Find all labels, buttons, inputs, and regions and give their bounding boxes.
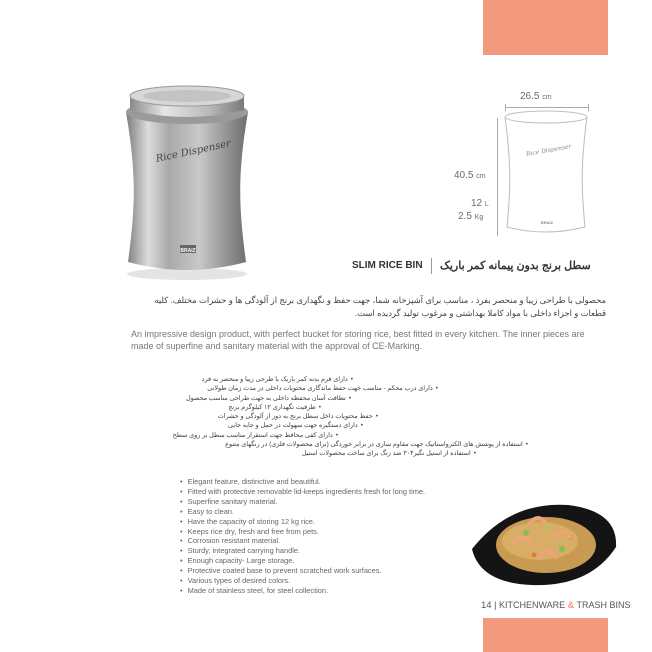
feature-en-item: • Easy to clean. [180,507,425,517]
weight-unit: Kg [474,214,484,221]
sketch-script-label: Rice Dispenser [525,143,572,158]
fried-rice-dish-photo [470,497,620,587]
page-footer [481,600,631,611]
rice-bin-photo [112,82,262,282]
feature-fa-item: • ظرفیت نگهداری ۱۲ کیلوگرم برنج [178,403,321,412]
feature-fa-item: • استفاده از پوشش های الکترواستاتیک جهت مقاوم سازی در برابر خوردگی (برای محصولات فلزی) در رنگهای متنوع [178,440,528,449]
feature-en-item: • Various types of desired colors. [180,576,425,586]
feature-en-item: • Protective coated base to prevent scratched work surfaces. [180,566,425,576]
feature-fa-item: • دارای دستگیره جهت سهولت در حمل و جابه جایی [178,421,363,430]
footer-section-part1: KITCHENWARE [498,600,566,610]
width-unit: cm [542,94,552,101]
volume-unit: L [484,201,489,208]
feature-fa-item: • دارای فرم بدنه کمر باریک با طرحی زیبا و منحصر به فرد [178,375,353,384]
rice-bin-sketch [497,107,595,237]
feature-fa-item: • نظافت آسان محفظه داخلی به جهت طراحی مناسب محصول [178,394,351,403]
feature-fa-item: • حفظ محتویات داخل سطل برنج به دور از آلودگی و حشرات [178,412,378,421]
feature-en-item: • Keeps rice dry, fresh and free from pets. [180,527,425,537]
feature-en-item: • Superfine sanitary material. [180,497,425,507]
sketch-brand-logo: BRAIZ [540,220,554,225]
feature-fa-item: • دارای درب محکم - مناسب جهت حفظ ماندگاری محتویات داخلی در مدت زمان طولانی [178,384,438,393]
feature-en-item: • Have the capacity of storing 12 kg rice. [180,517,425,527]
lid-script-label: Rice Dispenser [154,138,232,165]
page-number: 14 [481,600,492,611]
volume-spec [471,198,489,209]
accent-block-bottom [483,618,608,652]
footer-ampersand: & [567,600,575,610]
height-unit: cm [476,173,486,180]
description-fa: محصولی با طراحی زیبا و منحصر بفرد ، مناسب برای آشپزخانه شما، جهت حفظ و نگهداری برنج از آلودگی ها و حشرات مختلف. کلیه قطعات و اجزاء داخلی با مواد کاملا بهداشتی و مرغوب تولید گردیده است. [154,295,606,318]
feature-en-item: • Fitted with protective removable lid-keeps ingredients fresh for long time. [180,487,425,497]
accent-block-top [483,0,608,55]
product-title-en: SLIM RICE BIN [352,260,423,271]
width-value: 26.5 [520,91,540,102]
height-dimension [454,170,486,181]
features-list-fa [172,375,528,459]
weight-spec [458,211,483,222]
feature-en-item: • Corrosion resistant material. [180,536,425,546]
weight-value: 2.5 [458,211,472,222]
footer-separator: | [494,600,497,610]
footer-section-part2: TRASH BINS [576,600,631,610]
brand-logo-text: BRAIZ [180,248,196,254]
feature-en-item: • Made of stainless steel, for steel collection. [180,586,425,596]
features-list-en [180,477,425,596]
feature-fa-item: • دارای کفی محافظ جهت استقرار مناسب سطل بر روی سطح [178,431,338,440]
height-value: 40.5 [454,170,474,181]
title-separator [431,258,432,274]
volume-value: 12 [471,198,483,209]
feature-en-item: • Elegant feature, distinctive and beautiful. [180,477,425,487]
description-en: An impressive design product, with perfect bucket for storing rice, best fitted in every kitchen. The inner pieces are made of superfine and sanitary material with the approval of CE-Marking. [131,329,585,351]
product-title-fa: سطل برنج بدون پیمانه کمر باریک [440,260,591,272]
feature-en-item: • Sturdy, integrated carrying handle. [180,546,425,556]
width-dimension [520,91,552,102]
feature-fa-item: • استفاده از استیل نگیر۳۰۴ ضد زنگ برای ساخت محصولات استیل [178,449,476,458]
feature-en-item: • Enough capacity- Large storage. [180,556,425,566]
